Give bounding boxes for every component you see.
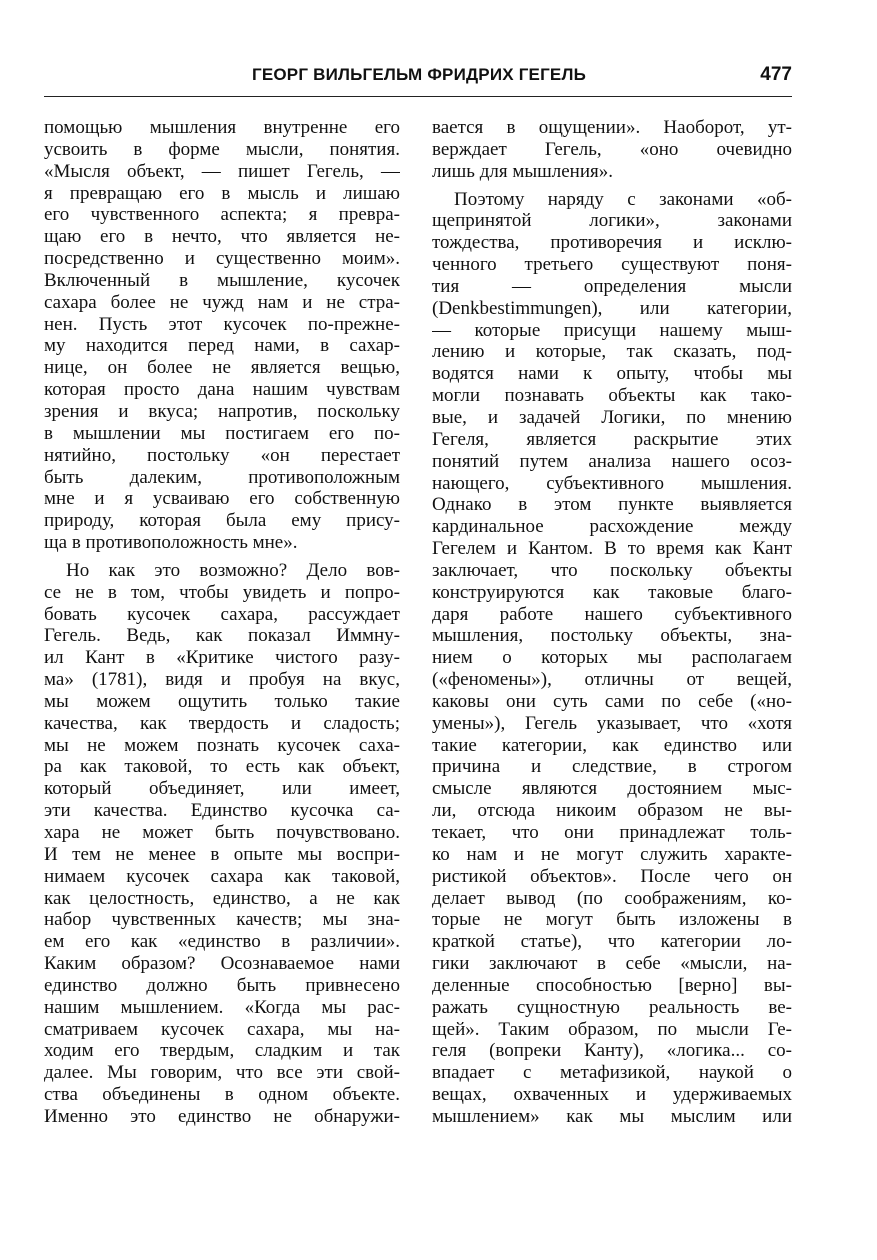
text-line: смысле являются достоянием мыс- [432,778,792,800]
text-line: нятийно, постольку «он перестает [44,444,400,466]
text-line: усвоить в форме мысли, понятия. [44,138,400,160]
text-line: (Denkbestimmungen), или категории, [432,297,792,319]
text-line: его чувственного аспекта; я превра- [44,204,400,226]
text-line: нающего, субъективного мышления. [432,472,792,494]
text-line: быть далеким, противоположным [44,466,400,488]
text-line: причина и следствие, в строгом [432,756,792,778]
text-line: ражать сущностную реальность ве- [432,996,792,1018]
text-line: каковы они суть сами по себе («но- [432,690,792,712]
text-line: ра как таковой, то есть как объект, [44,756,400,778]
running-header [44,64,792,97]
text-line: сматриваем кусочек сахара, мы на- [44,1018,400,1040]
text-line: Включенный в мышление, кусочек [44,269,400,291]
text-line: Поэтому наряду с законами «об- [454,188,792,210]
text-line: Гегель. Ведь, как показал Иммну- [44,625,400,647]
text-line: качества, как твердость и сладость; [44,712,400,734]
text-line: нице, он более не является вещью, [44,357,400,379]
text-line: сахара более не чужд нам и не стра- [44,291,400,313]
text-line: му находится перед нами, в сахар- [44,335,400,357]
text-line: делает вывод (по соображениям, ко- [432,887,792,909]
text-line: зрения и вкуса; напротив, поскольку [44,400,400,422]
text-line: ща в противоположность мне». [44,532,298,554]
text-line: геля (вопреки Канту), «логика... со- [432,1040,792,1062]
text-line: («феномены»), отличны от вещей, [432,669,792,691]
text-line: щепринятой логики», законами [432,210,792,232]
text-line: И тем не менее в опыте мы воспри- [44,843,400,865]
text-line: се не в том, чтобы увидеть и попро- [44,581,400,603]
text-line: который объединяет, или имеет, [44,778,400,800]
text-line: набор чувственных качеств; мы зна- [44,909,400,931]
text-line: ходим его твердым, сладким и так [44,1040,400,1062]
text-line: Однако в этом пункте выявляется [432,494,792,516]
text-line: мы можем ощутить только такие [44,690,400,712]
text-line: — которые присущи нашему мыш- [432,319,792,341]
text-line: я превращаю его в мысль и лишаю [44,182,400,204]
text-line: лишь для мышления». [432,160,613,182]
text-line: верждает Гегель, «оно очевидно [432,138,792,160]
text-line: краткой статье), что категории ло- [432,931,792,953]
text-line: вещах, охваченных и удерживаемых [432,1084,792,1106]
text-line: помощью мышления внутренне его [44,117,400,138]
right-text-column [432,117,792,1128]
text-line: Гегеля, является раскрытие этих [432,428,792,450]
text-line: как целостность, единство, а не как [44,887,400,909]
text-line: ли, отсюда никоим образом не вы- [432,800,792,822]
left-text-column [44,117,400,1128]
text-line: деленные способностью [верно] вы- [432,974,792,996]
text-line: понятий путем анализа нашего осоз- [432,450,792,472]
text-line: бовать кусочек сахара, рассуждает [44,603,400,625]
text-line: в мышлении мы постигаем его по- [44,422,400,444]
text-line: Именно это единство не обнаружи- [44,1105,400,1127]
text-line: ем его как «единство в различии». [44,931,400,953]
text-line: конструируются как таковые благо- [432,581,792,603]
text-line: щей». Таким образом, по мысли Ге- [432,1018,792,1040]
text-line: которая просто дана нашим чувствам [44,379,400,401]
text-line: щаю его в нечто, что является не- [44,226,400,248]
text-line: эти качества. Единство кусочка са- [44,800,400,822]
text-line: текает, что они принадлежат толь- [432,822,792,843]
text-line: нашим мышлением. «Когда мы рас- [44,996,400,1018]
text-line: далее. Мы говорим, что все эти свой- [44,1062,400,1084]
text-line: даря работе нашего субъективного [432,603,792,625]
text-line: Каким образом? Осознаваемое нами [44,953,400,975]
text-line: нимаем кусочек сахара как таковой, [44,865,400,887]
text-line: тождества, противоречия и исклю- [432,232,792,254]
text-line: хара не может быть почувствовано. [44,822,400,843]
text-line: мышлением» как мы мыслим или [432,1105,792,1127]
text-line: мышления, постольку объекты, зна- [432,625,792,647]
running-title: ГЕОРГ ВИЛЬГЕЛЬМ ФРИДРИХ ГЕГЕЛЬ [252,65,587,84]
text-line: ко нам и не могут служить характе- [432,843,792,865]
text-line: вые, и задачей Логики, по мнению [432,406,792,428]
text-line: тия — определения мысли [432,275,792,297]
page-number: 477 [760,64,792,85]
text-line: ства объединены в одном объекте. [44,1084,400,1106]
text-line: Но как это возможно? Дело вов- [66,559,400,581]
text-line: торые не могут быть изложены в [432,909,792,931]
text-line: лению и которые, так сказать, под- [432,341,792,363]
text-line: Гегелем и Кантом. В то время как Кант [432,538,792,560]
text-line: мы не можем познать кусочек саха- [44,734,400,756]
text-line: мне и я усваиваю его собственную [44,488,400,510]
text-line: могли познавать объекты как тако- [432,385,792,407]
text-line: посредственно и существенно моим». [44,248,400,270]
text-line: заключает, что поскольку объекты [432,559,792,581]
text-line: единство должно быть привнесено [44,974,400,996]
text-line: нен. Пусть этот кусочек по-прежне- [44,313,400,335]
text-line: природу, которая была ему прису- [44,510,400,532]
text-line: ма» (1781), видя и пробуя на вкус, [44,669,400,691]
text-line: ристикой объектов». После чего он [432,865,792,887]
text-line: гики заключают в себе «мысли, на- [432,953,792,975]
text-line: «Мысля объект, — пишет Гегель, — [44,160,400,182]
text-line: умены»), Гегель указывает, что «хотя [432,712,792,734]
text-line: такие категории, как единство или [432,734,792,756]
text-line: ил Кант в «Критике чистого разу- [44,647,400,669]
text-line: водятся нами к опыту, чтобы мы [432,363,792,385]
text-line: нием о которых мы располагаем [432,647,792,669]
text-line: кардинальное расхождение между [432,516,792,538]
text-line: вается в ощущении». Наоборот, ут- [432,117,792,138]
text-line: впадает с метафизикой, наукой о [432,1062,792,1084]
text-line: ченного третьего существуют поня- [432,254,792,276]
